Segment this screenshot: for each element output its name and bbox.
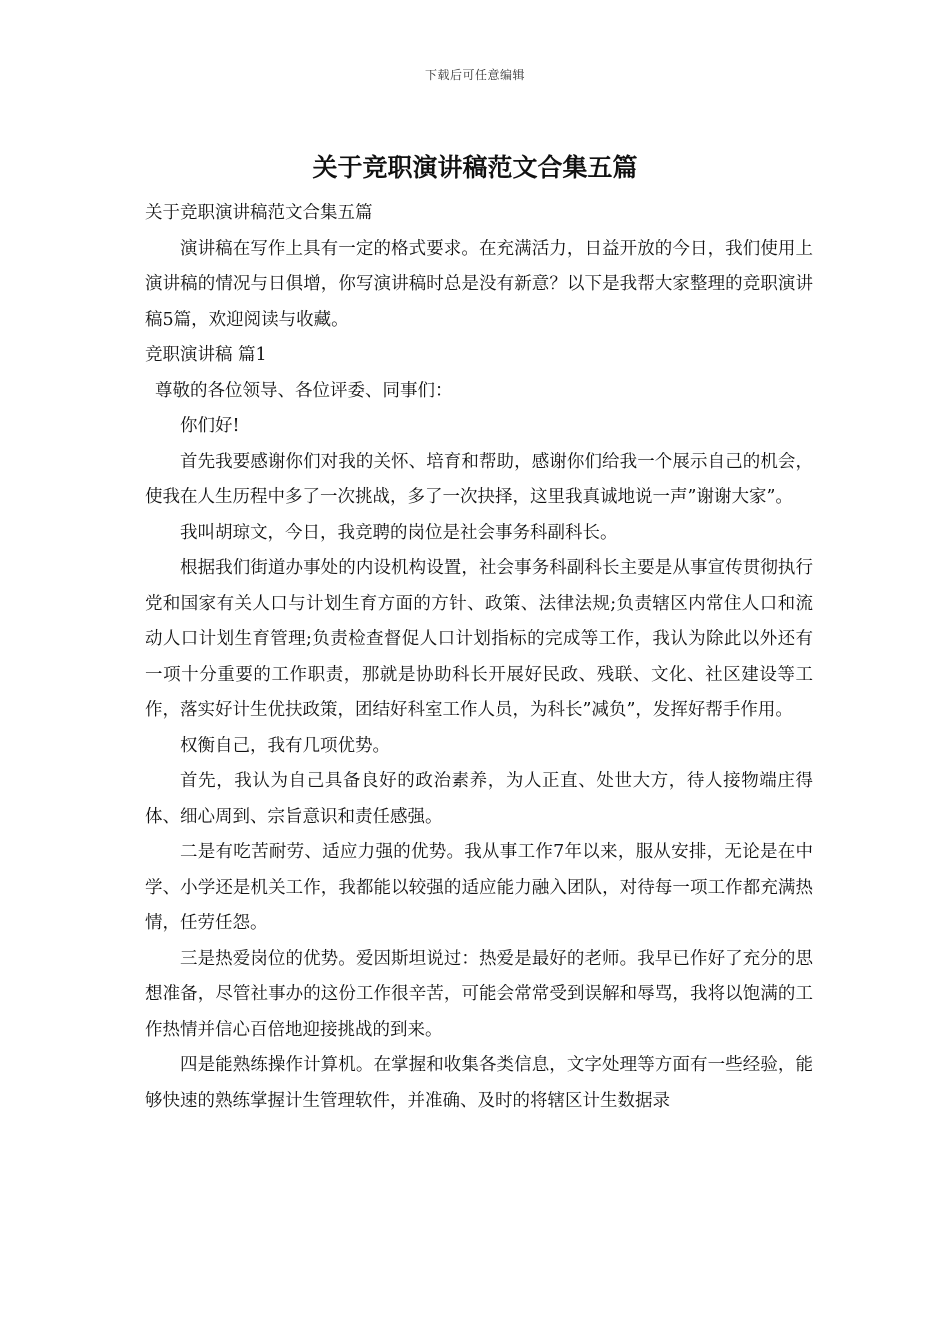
body-paragraph: 首先，我认为自己具备良好的政治素养，为人正直、处世大方，待人接物端庄得体、细心周到、宗旨意识和责任感强。 (145, 771, 813, 827)
body-paragraph: 根据我们街道办事处的内设机构设置，社会事务科副科长主要是从事宣传贯彻执行党和国家有关人口与计划生育方面的方针、政策、法律法规;负责辖区内常住人口和流动人口计划生育管理;负责检查督促人口计划指标的完成等工作，我认为除此以外还有一项十分重要的工作职责，那就是协助科长开展好民政、残联、文化、社区建设等工作，落实好计生优扶政策，团结好科室工作人员，为科长”减负”，发挥好帮手作用。 (145, 558, 813, 720)
salutation: 尊敬的各位领导、各位评委、同事们： (155, 380, 453, 401)
body-paragraph: 权衡自己，我有几项优势。 (180, 735, 390, 756)
section-heading: 竞职演讲稿 篇1 (145, 345, 267, 365)
body-paragraph: 我叫胡琼文，今日，我竞聘的岗位是社会事务科副科长。 (180, 522, 618, 543)
body-paragraph: 首先我要感谢你们对我的关怀、培育和帮助，感谢你们给我一个展示自己的机会，使我在人生历程中多了一次挑战，多了一次抉择，这里我真诚地说一声”谢谢大家”。 (145, 451, 813, 507)
greeting: 你们好! (180, 416, 240, 436)
document-body (145, 196, 813, 1119)
body-paragraph: 三是热爱岗位的优势。爱因斯坦说过：热爱是最好的老师。我早已作好了充分的思想准备，尽管社事办的这份工作很辛苦，可能会常常受到误解和辱骂，我将以饱满的工作热情并信心百倍地迎接挑战的到来。 (145, 948, 813, 1040)
body-paragraph: 二是有吃苦耐劳、适应力强的优势。我从事工作7年以来，服从安排，无论是在中学、小学还是机关工作，我都能以较强的适应能力融入团队，对待每一项工作都充满热情，任劳任怨。 (145, 842, 813, 933)
subtitle-line: 关于竞职演讲稿范文合集五篇 (145, 203, 373, 223)
body-paragraph: 四是能熟练操作计算机。在掌握和收集各类信息，文字处理等方面有一些经验，能够快速的熟练掌握计生管理软件，并准确、及时的将辖区计生数据录 (145, 1055, 813, 1111)
page-header-note: 下载后可任意编辑 (424, 68, 525, 82)
intro-paragraph: 演讲稿在写作上具有一定的格式要求。在充满活力，日益开放的今日，我们使用上演讲稿的情况与日俱增，你写演讲稿时总是没有新意？以下是我帮大家整理的竞职演讲稿5篇，欢迎阅读与收藏。 (145, 238, 813, 330)
document-title: 关于竞职演讲稿范文合集五篇 (312, 153, 638, 182)
